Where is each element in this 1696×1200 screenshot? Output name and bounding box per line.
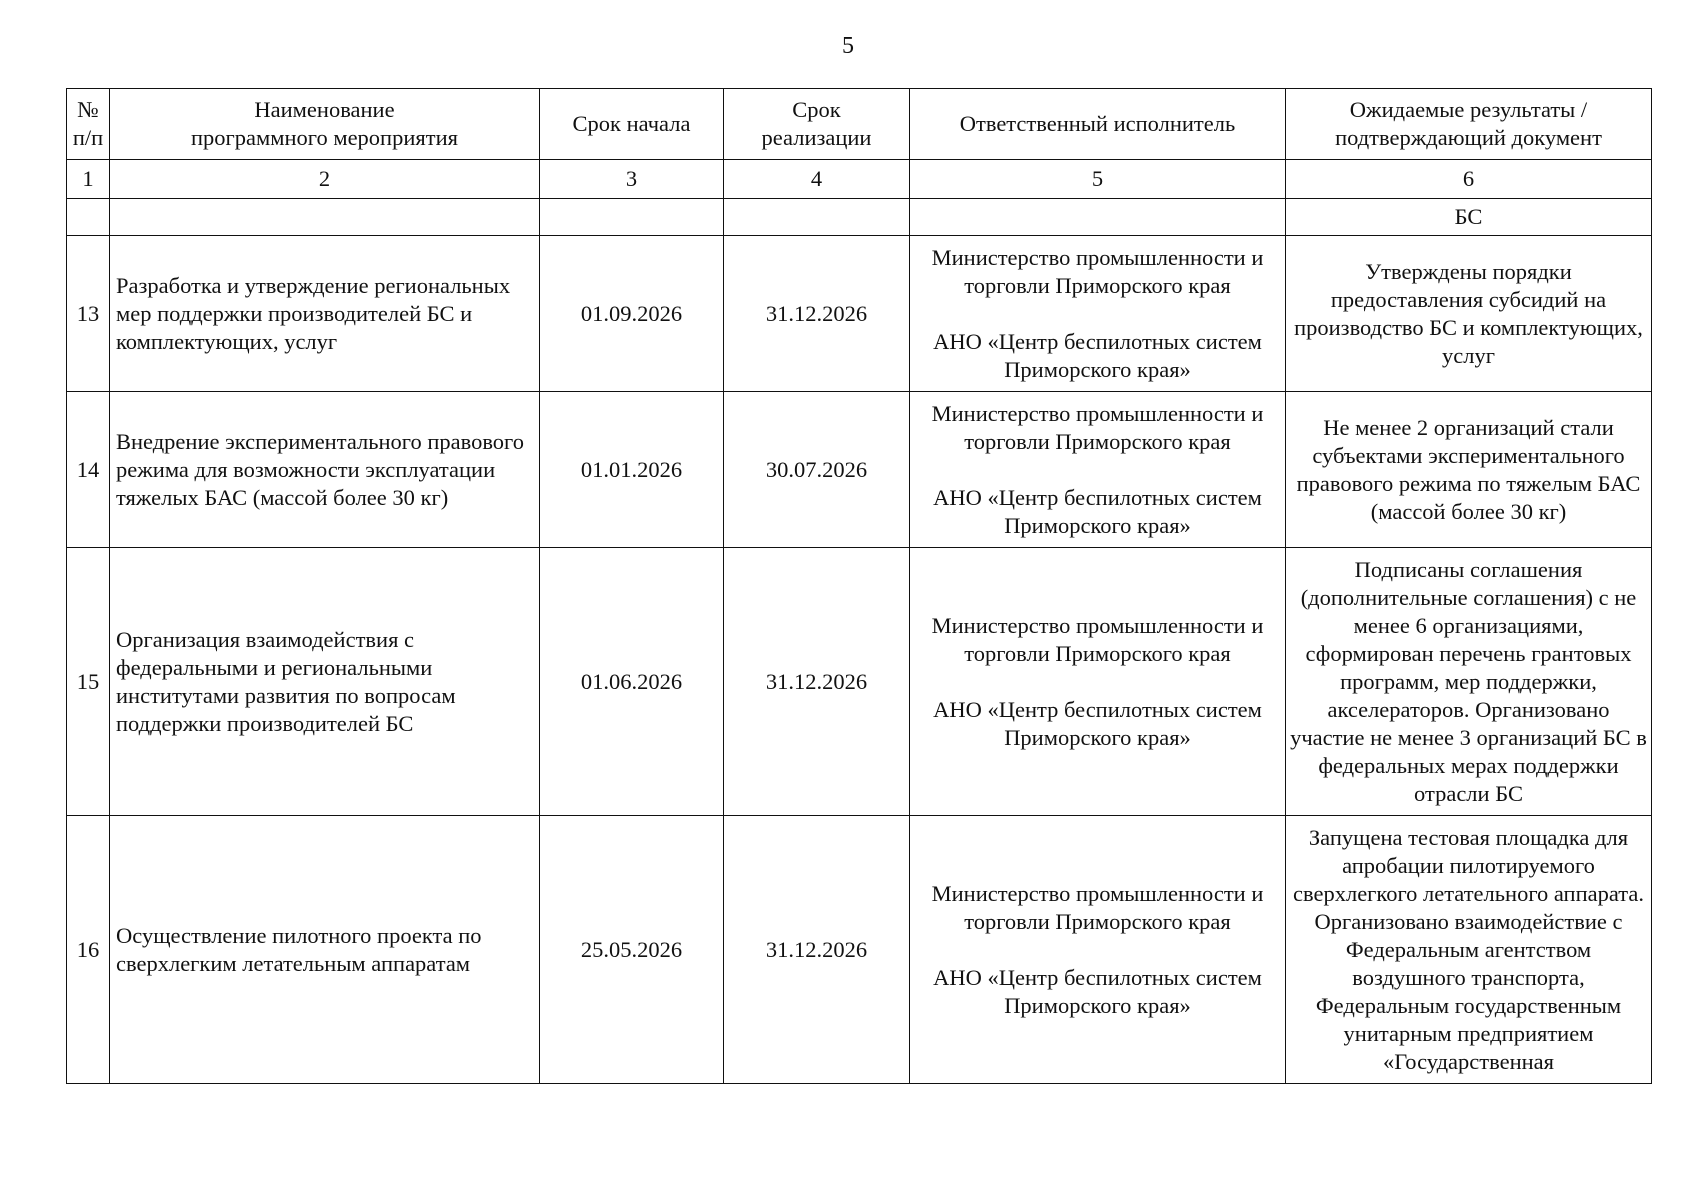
empty-cell <box>67 199 110 236</box>
end-date: 31.12.2026 <box>724 548 910 816</box>
executor-ano: АНО «Центр беспилотных систем Приморского края» <box>933 484 1262 538</box>
header-activity-name: Наименование программного мероприятия <box>110 89 540 160</box>
expected-result: Утверждены порядки предоставления субсидий на производство БС и комплектующих, услуг <box>1286 236 1652 392</box>
header-number: № п/п <box>67 89 110 160</box>
end-date: 31.12.2026 <box>724 236 910 392</box>
table-row <box>67 548 1652 816</box>
activity-name: Организация взаимодействия с федеральными и региональными институтами развития по вопросам поддержки производителей БС <box>110 548 540 816</box>
executor-cell <box>910 816 1286 1084</box>
column-number: 4 <box>724 160 910 199</box>
table-row <box>67 816 1652 1084</box>
continuation-row <box>67 199 1652 236</box>
activity-name: Внедрение экспериментального правового режима для возможности эксплуатации тяжелых БАС (массой более 30 кг) <box>110 392 540 548</box>
executor-ministry: Министерство промышленности и торговли Приморского края <box>931 880 1264 934</box>
expected-result: Запущена тестовая площадка для апробации пилотируемого сверхлегкого летательного аппарата. Организовано взаимодействие с Федеральным агентством воздушного транспорта, Федеральным государственным унитарным предприятием «Государственная <box>1286 816 1652 1084</box>
start-date: 25.05.2026 <box>540 816 724 1084</box>
end-date: 30.07.2026 <box>724 392 910 548</box>
end-date: 31.12.2026 <box>724 816 910 1084</box>
empty-cell <box>724 199 910 236</box>
start-date: 01.01.2026 <box>540 392 724 548</box>
start-date: 01.09.2026 <box>540 236 724 392</box>
row-number: 13 <box>67 236 110 392</box>
header-expected-results: Ожидаемые результаты / подтверждающий документ <box>1286 89 1652 160</box>
row-number: 14 <box>67 392 110 548</box>
page-number: 5 <box>842 33 854 59</box>
empty-cell <box>540 199 724 236</box>
program-table <box>66 88 1652 1084</box>
executor-ministry: Министерство промышленности и торговли Приморского края <box>931 400 1264 454</box>
executor-ano: АНО «Центр беспилотных систем Приморского края» <box>933 328 1262 382</box>
expected-result: Подписаны соглашения (дополнительные соглашения) с не менее 6 организациями, сформирован перечень грантовых программ, мер поддержки, акселераторов. Организовано участие не менее 3 организаций БС в федеральных мерах поддержки отрасли БС <box>1286 548 1652 816</box>
column-number: 3 <box>540 160 724 199</box>
column-number: 6 <box>1286 160 1652 199</box>
executor-cell <box>910 236 1286 392</box>
empty-cell <box>910 199 1286 236</box>
empty-cell <box>110 199 540 236</box>
header-end-date: Срок реализации <box>724 89 910 160</box>
row-number: 15 <box>67 548 110 816</box>
row-number: 16 <box>67 816 110 1084</box>
executor-cell <box>910 392 1286 548</box>
expected-result: Не менее 2 организаций стали субъектами экспериментального правового режима по тяжелым БАС (массой более 30 кг) <box>1286 392 1652 548</box>
activity-name: Разработка и утверждение региональных мер поддержки производителей БС и комплектующих, услуг <box>110 236 540 392</box>
start-date: 01.06.2026 <box>540 548 724 816</box>
executor-ano: АНО «Центр беспилотных систем Приморского края» <box>933 696 1262 750</box>
executor-ministry: Министерство промышленности и торговли Приморского края <box>931 244 1264 298</box>
table-header-row <box>67 89 1652 160</box>
column-number: 5 <box>910 160 1286 199</box>
column-numbers-row <box>67 160 1652 199</box>
executor-cell <box>910 548 1286 816</box>
column-number: 1 <box>67 160 110 199</box>
activity-name: Осуществление пилотного проекта по сверхлегким летательным аппаратам <box>110 816 540 1084</box>
table-row <box>67 392 1652 548</box>
executor-ministry: Министерство промышленности и торговли Приморского края <box>931 612 1264 666</box>
table-row <box>67 236 1652 392</box>
continuation-result: БС <box>1286 199 1652 236</box>
header-executor: Ответственный исполнитель <box>910 89 1286 160</box>
column-number: 2 <box>110 160 540 199</box>
executor-ano: АНО «Центр беспилотных систем Приморского края» <box>933 964 1262 1018</box>
header-start-date: Срок начала <box>540 89 724 160</box>
